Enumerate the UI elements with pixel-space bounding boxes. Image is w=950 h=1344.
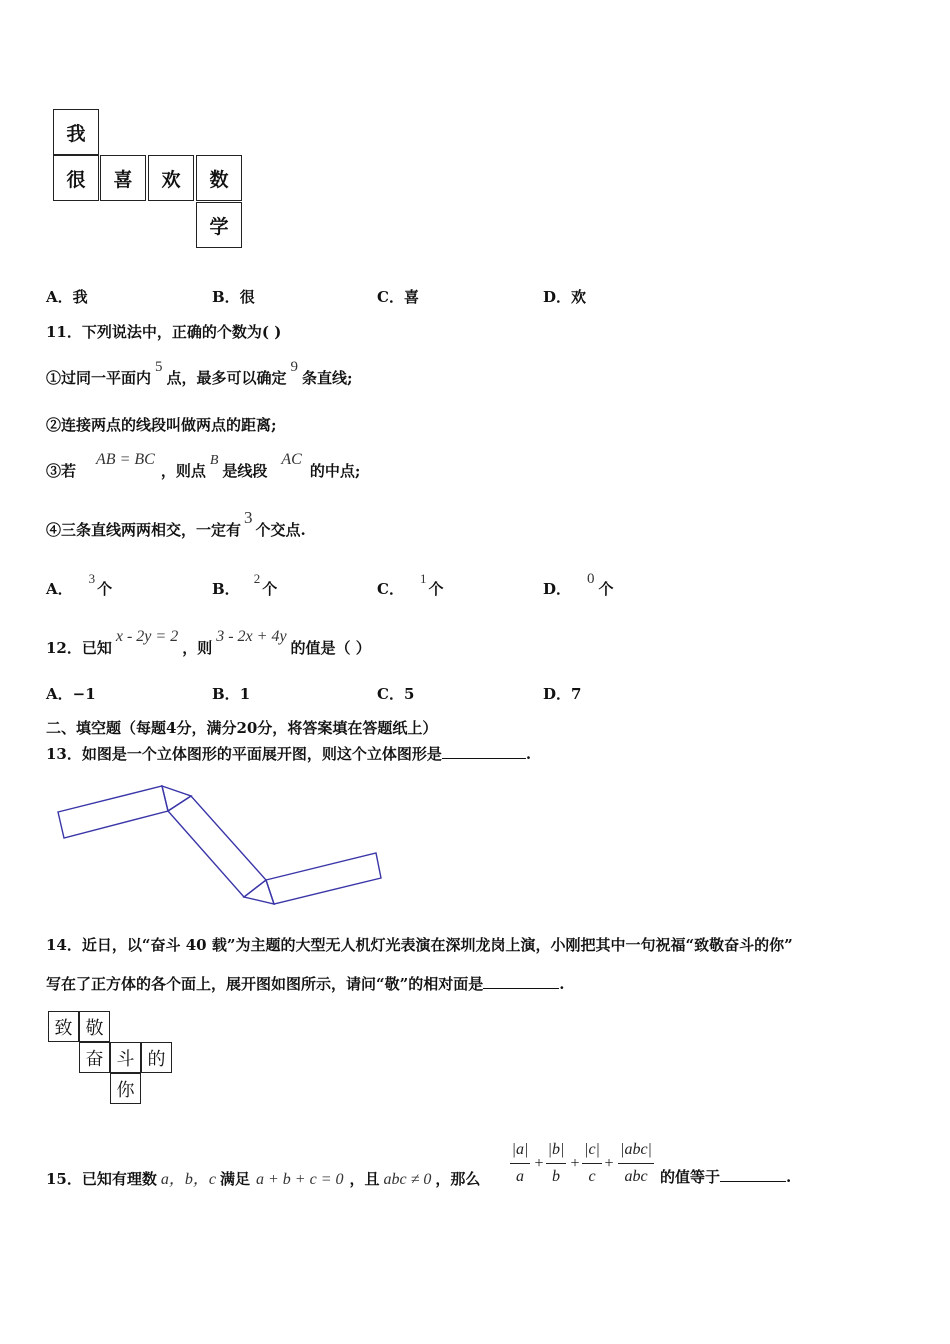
q11-stem: 11．下列说法中，正确的个数为( ) [46, 323, 282, 341]
fraction-denominator: abc [624, 1168, 648, 1185]
net-cell: 致 [48, 1011, 79, 1042]
net-cell: 我 [53, 109, 99, 155]
net-cell: 斗 [110, 1042, 141, 1073]
prism-face-right [266, 853, 381, 904]
q11-statement-4: ④三条直线两两相交，一定有3个交点. [46, 508, 306, 539]
q11-statement-2: ②连接两点的线段叫做两点的距离; [46, 416, 277, 434]
net-cell: 你 [110, 1073, 141, 1104]
q11-option-b: B．2个 [212, 571, 278, 598]
q10-option-a: A．我 [46, 288, 88, 306]
q14-line-1: 14．近日，以“奋斗 40 载”为主题的大型无人机灯光表演在深圳龙岗上演，小刚把其中一句祝福“致敬奋斗的你” [46, 936, 793, 954]
net-cell: 喜 [100, 155, 146, 201]
prism-face-left [58, 786, 168, 838]
net-cell: 数 [196, 155, 242, 201]
net-cell: 敬 [79, 1011, 110, 1042]
fraction-denominator: a [516, 1168, 524, 1185]
q11-statement-3: ③若AB = BC，则点B是线段AC的中点; [46, 451, 361, 480]
q15-stem-end: 的值等于 . [660, 1168, 792, 1186]
net-cell: 的 [141, 1042, 172, 1073]
net-cell: 欢 [148, 155, 194, 201]
q12-stem: 12．已知x - 2y = 2，则3 - 2x + 4y的值是（ ） [46, 628, 371, 657]
q11-option-c: C．1个 [377, 571, 444, 598]
q13-stem: 13．如图是一个立体图形的平面展开图，则这个立体图形是 . [46, 745, 532, 763]
fraction-numerator: |b| [547, 1141, 565, 1158]
q12-option-d: D．7 [543, 685, 582, 703]
section-2-header: 二、填空题（每题4分，满分20分，将答案填在答题纸上） [46, 719, 438, 737]
fraction-bar [510, 1163, 530, 1164]
q10-option-c: C．喜 [377, 288, 419, 306]
plus-sign: + [570, 1155, 580, 1172]
fraction-denominator: b [552, 1168, 560, 1185]
q12-option-c: C．5 [377, 685, 415, 703]
prism-face-triangle-bottom [244, 880, 274, 904]
q10-option-b: B．很 [212, 288, 255, 306]
fraction-numerator: |abc| [620, 1141, 652, 1158]
fraction-denominator: c [588, 1168, 596, 1185]
net-cell: 学 [196, 202, 242, 248]
net-cell: 奋 [79, 1042, 110, 1073]
net-cell: 很 [53, 155, 99, 201]
q11-statement-1: ①过同一平面内5点，最多可以确定9条直线; [46, 359, 353, 387]
plus-sign: + [534, 1155, 544, 1172]
plus-sign: + [604, 1155, 614, 1172]
q12-option-a: A．−1 [46, 685, 96, 703]
prism-face-middle [168, 796, 266, 897]
q14-line-2: 写在了正方体的各个面上，展开图如图所示，请问“敬”的相对面是 . [46, 975, 565, 993]
q12-option-b: B．1 [212, 685, 251, 703]
q11-option-d: D．0个 [543, 571, 614, 598]
q15-stem-start: 15．已知有理数 a，b，c 满足 a + b + c = 0 ，且 abc ≠ 0 ，那么 [46, 1170, 481, 1188]
q10-option-d: D．欢 [543, 288, 587, 306]
fraction-bar [546, 1163, 566, 1164]
fraction-numerator: |a| [511, 1141, 529, 1158]
fraction-numerator: |c| [584, 1141, 600, 1158]
fraction-bar [582, 1163, 602, 1164]
q11-option-a: A．3个 [46, 571, 113, 598]
fraction-bar [618, 1163, 654, 1164]
prism-face-triangle-top [162, 786, 191, 811]
